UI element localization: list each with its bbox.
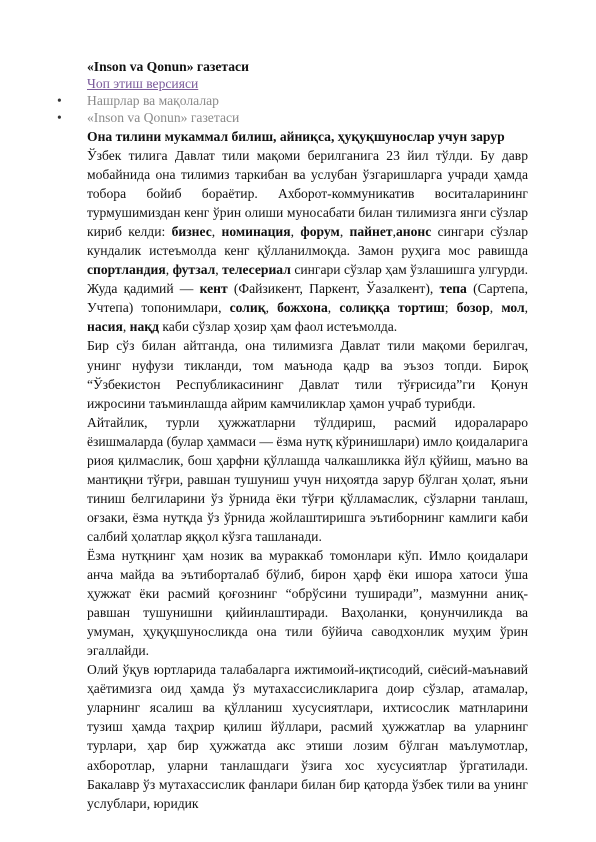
newspaper-title: «Inson va Qonun» газетаси: [87, 59, 249, 74]
breadcrumb-item-publications[interactable]: • Нашрлар ва мақолалар: [87, 92, 528, 109]
article-title: Она тилини мукаммал билиш, айниқса, ҳуқуқшунослар учун зарур: [87, 129, 505, 144]
article-paragraph-2: Бир сўз билан айтганда, она тилимизга Давлат тили мақоми берилгач, унинг нуфузи тикланди, том маънода қадр ва эъзоз топди. Бироқ “Ўзбекистон Республикасининг Давлат тили тўғрисида”ги Қонун ижросини таъминлашда айрим камчиликлар ҳамон учраб турибди.: [87, 338, 528, 411]
print-version-link[interactable]: Чоп этиш версияси: [87, 76, 199, 91]
article-paragraph-5: Олий ўқув юртларида талабаларга ижтимоий-иқтисодий, сиёсий-маънавий ҳаётимизга оид ҳамда ўз мутахассисликларига доир сўзлар, атамалар, уларнинг ясалиш ва қўлланиш хусусиятлари, ихтисослик матнларини тузиш ҳамда таҳрир қилиш йўллари, расмий ҳужжатлар ва уларнинг турлари, ҳар бир ҳужжатда акс этиши лозим бўлган маълумотлар, ахборотлар, уларни танлашдаги ўзига хос хусусиятлар ўргатилади. Бакалавр ўз мутахассислик фанлари билан бир қаторда ўзбек тили ва унинг услублари, юридик: [87, 662, 528, 811]
article-paragraph-1: Ўзбек тилига Давлат тили мақоми берилганига 23 йил тўлди. Бу давр мобайнида она тилимиз таркибан ва услубан ўзгаришларга учради ҳамда тобора бойиб бораётир. Ахборот-коммуникатив воситаларининг турмушимиздан кенг ўрин олиши муносабати билан тилимизга янги сўзлар кириб келди: бизнес, номинация, форум, пайнет,анонс сингари сўзлар кундалик истеъмолда кенг қўлланилмоқда. Замон руҳига мос равишда спортландия, футзал, телесериал сингари сўзлар ҳам ўзлашишга улгурди. Жуда қадимий — кент (Файзикент, Паркент, Ўазалкент), тепа (Сартепа, Учтепа) топонимлари, солиқ, божхона, солиққа тортиш; бозор, мол, насия, нақд каби сўзлар ҳозир ҳам фаол истеъмолда.: [87, 148, 529, 335]
article-paragraph-4: Ёзма нутқнинг ҳам нозик ва мураккаб томонлари кўп. Имло қоидалари анча майда ва эътиборталаб бўлиб, бирон ҳарф ёки ишора хатоси ўша ҳужжат ёки расмий қоғознинг “обрўсини туширади”, мазмунни аниқ-равшан тушунишни қийинлаштиради. Ваҳоланки, қонунчиликда ва умуман, ҳуқуқшуносликда она тили бўйича саводхонлик муҳим ўрин эгаллайди.: [87, 547, 528, 659]
breadcrumb: [87, 92, 528, 126]
breadcrumb-item-newspaper[interactable]: • «Inson va Qonun» газетаси: [87, 109, 528, 126]
article-paragraph-3: Айтайлик, турли ҳужжатларни тўлдириш, расмий идоралараро ёзишмаларда (булар ҳаммаси — ёзма нутқ кўринишлари) имло қоидаларига риоя қилмаслик, бош ҳарфни қўллашда чалкашликка йўл қўйиш, маъно ва мантиқни тўғри, равшан тушуниш учун ниҳоятда зарур бўлган ҳолат, яъни тиниш белгиларини ўз ўрнида ёки тўғри қўлламаслик, сўзларни танлаш, оғзаки, ёзма нутқда ўз ўрнида жойлаштиришга эътиборнинг камлиги каби салбий ҳолатлар яққол кўзга ташланади.: [87, 414, 528, 544]
